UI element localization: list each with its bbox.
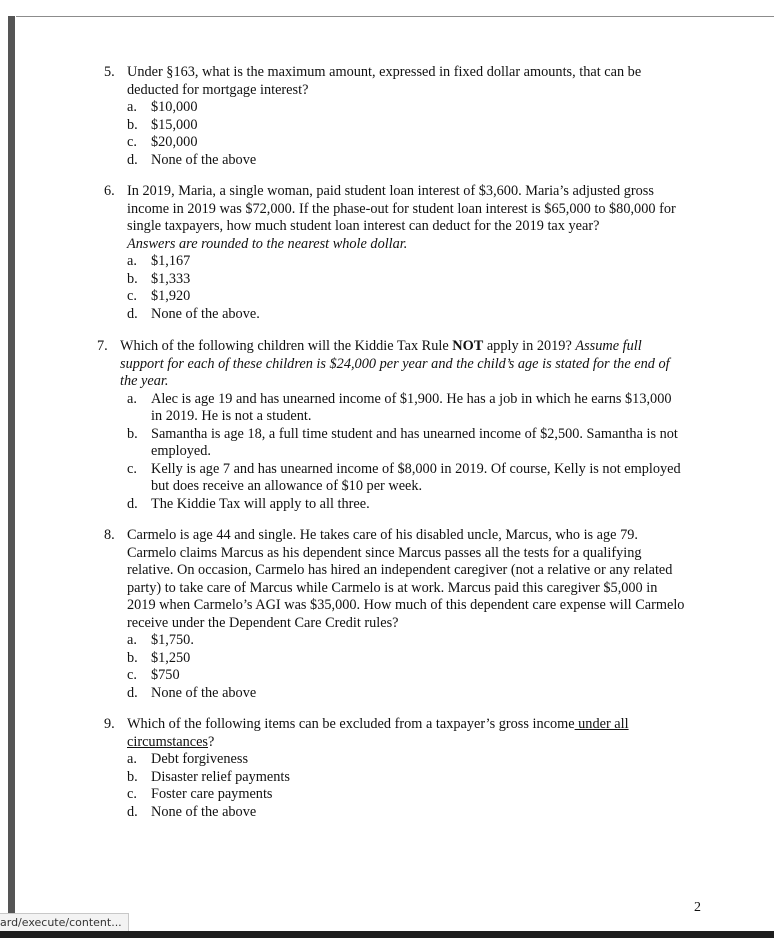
option-a: a. Debt forgiveness — [127, 751, 249, 767]
question-text: Carmelo is age 44 and single. He takes care of his disabled uncle, Marcus, who is age 79. Carmelo claims Marcus as his dependent since Marcus passes all the tests for a qualifying relative. On occasion, Carmelo has hired an independent caregiver (not a relative or any related party) to take care of Marcus while Carmelo is at work. Marcus paid this caregiver $5,000 in 2019 when Carmelo’s AGI was $35,000. How much of this dependent care expense will Carmelo receive under the Dependent Care Credit rules? — [127, 527, 685, 631]
option-b: b. $1,333 — [127, 270, 191, 287]
option-a: a. $1,750. — [127, 632, 194, 648]
option-c: c. $1,920 — [127, 288, 191, 304]
viewer-left-edge — [8, 16, 15, 916]
question-text: Which of the following children will the Kiddie Tax Rule NOT apply in 2019? Assume full support for each of these children is $24,000 per year and the child’s age is stated for the end of the year. — [120, 338, 670, 389]
question-number: 7. — [97, 338, 108, 354]
page-number: 2 — [694, 900, 701, 915]
option-c: c. Kelly is age 7 and has unearned income of $8,000 in 2019. Of course, Kelly is not employed but does receive an allowance of $10 per week. — [127, 460, 681, 494]
emphasis-not: NOT — [452, 338, 484, 354]
status-url-bar: ard/execute/content... — [0, 913, 129, 933]
question-note: Assume full support for each of these children is $24,000 per year and the child’s age is stated for the end of the year. — [120, 338, 670, 389]
option-b: b. $15,000 — [127, 116, 198, 133]
question-text: Which of the following items can be excluded from a taxpayer’s gross income under all circumstances? — [127, 716, 629, 750]
question-number: 5. — [104, 64, 115, 80]
question-number: 9. — [104, 716, 115, 732]
taskbar-strip — [0, 931, 774, 938]
option-b: b. Samantha is age 18, a full time student and has unearned income of $2,500. Samantha is not employed. — [127, 425, 678, 459]
question-note: Answers are rounded to the nearest whole dollar. — [127, 235, 408, 252]
option-d: d. None of the above — [127, 151, 257, 168]
question-number: 6. — [104, 183, 115, 199]
option-c: c. Foster care payments — [127, 786, 273, 802]
question-text: In 2019, Maria, a single woman, paid student loan interest of $3,600. Maria’s adjusted gross income in 2019 was $72,000. If the phase-out for student loan interest is $65,000 to $80,000 for single taxpayers, how much student loan interest can deduct for the 2019 tax year? — [127, 183, 676, 234]
underlined-phrase: under all circumstances — [127, 716, 629, 750]
document-page — [15, 17, 774, 917]
question-text: Under §163, what is the maximum amount, expressed in fixed dollar amounts, that can be deducted for mortgage interest? — [127, 64, 642, 98]
option-d: d. None of the above. — [127, 305, 260, 322]
option-b: b. $1,250 — [127, 649, 191, 666]
option-c: c. $20,000 — [127, 134, 198, 150]
option-a: a. Alec is age 19 and has unearned income of $1,900. He has a job in which he earns $13,000 in 2019. He is not a student. — [127, 390, 672, 424]
option-b: b. Disaster relief payments — [127, 768, 290, 785]
option-d: d. The Kiddie Tax will apply to all three. — [127, 495, 370, 512]
option-a: a. $1,167 — [127, 253, 191, 269]
option-d: d. None of the above — [127, 803, 257, 820]
question-number: 8. — [104, 527, 115, 543]
option-a: a. $10,000 — [127, 99, 198, 115]
option-c: c. $750 — [127, 667, 180, 683]
option-d: d. None of the above — [127, 684, 257, 701]
